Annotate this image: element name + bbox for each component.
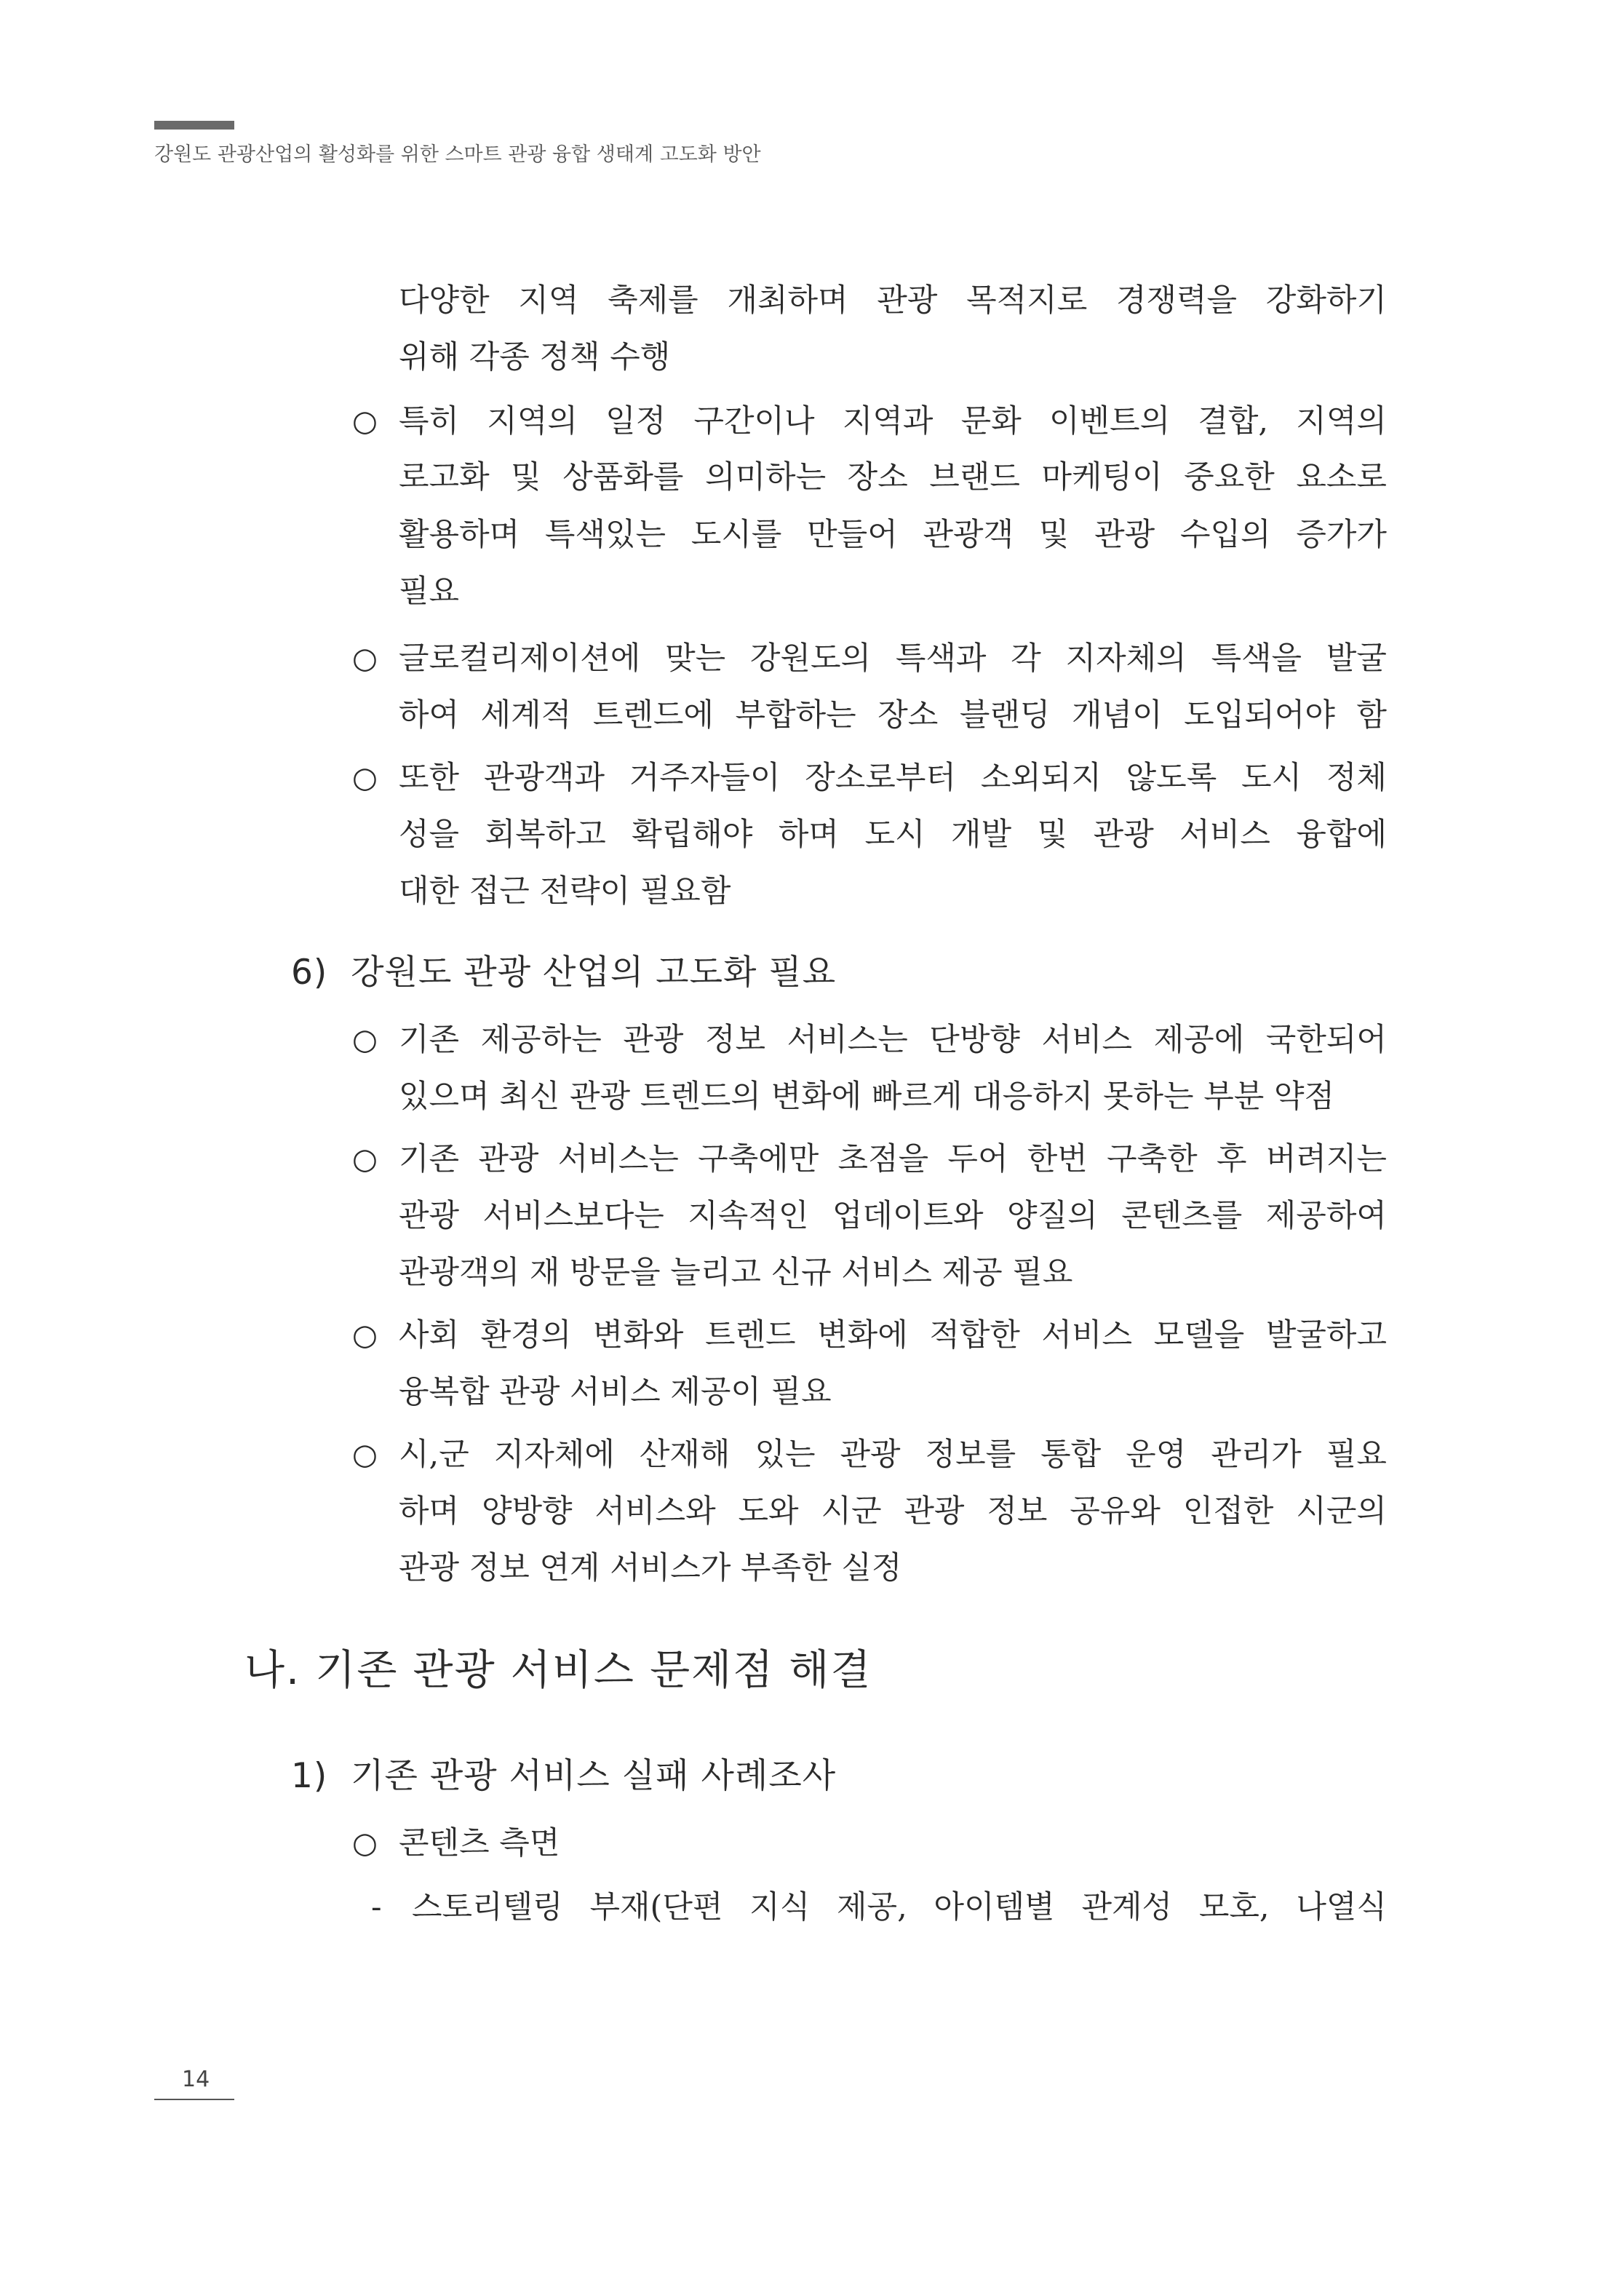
word: 제공하는 [480,1022,602,1058]
word: 관광 [840,1436,901,1473]
word: 장소 [847,459,908,496]
word: 정보 [704,1022,766,1058]
word: 수입의 [1179,517,1271,553]
word: 결합, [1198,403,1269,440]
word: 서비스보다는 [482,1198,664,1234]
word: 발굴 [1326,640,1387,677]
word: 산재해 [639,1436,731,1473]
word: 도시를 [690,517,782,553]
word: 구간이나 [693,403,815,440]
word: 지역과 [842,403,934,440]
word: 양질의 [1007,1198,1098,1234]
bullet-marker: ○ [352,1143,378,1176]
word: 적합한 [929,1317,1020,1354]
dash-marker: - [371,1889,382,1926]
word: 이벤트의 [1048,403,1171,440]
word: 기존 [399,1022,460,1058]
section-heading: 나. 기존 관광 서비스 문제점 해결 [244,1646,872,1694]
word: 활용하며 [399,517,520,553]
body-line [399,512,1387,557]
body-line: 융복합 관광 서비스 제공이 필요 [399,1374,832,1410]
word: 서비스는 [557,1141,679,1177]
word: 버려지는 [1265,1141,1387,1177]
word: 공유와 [1070,1493,1161,1530]
word: 성을 [399,816,460,853]
word: 시군의 [1296,1493,1387,1530]
word: 업데이트와 [832,1198,984,1234]
word: 목적지로 [966,282,1088,319]
word: 나열식 [1296,1889,1387,1926]
body-line: 콘텐츠 측면 [399,1825,560,1861]
word: 관광 [478,1141,539,1177]
word: 국한되어 [1265,1022,1387,1058]
word: 있는 [755,1436,816,1473]
word: 부재(단편 [589,1889,723,1926]
bullet-marker: ○ [352,405,378,438]
word: 일정 [605,403,666,440]
subsection-heading [291,1751,836,1802]
word: 문화 [960,403,1022,440]
body-line [399,1313,1387,1358]
body-line [399,636,1387,681]
word: 않도록 [1126,760,1217,796]
word: 중요한 [1184,459,1275,496]
word: 축제를 [608,282,698,319]
word: 트렌드 [704,1317,796,1354]
word: 콘텐츠를 [1121,1198,1243,1234]
bullet-marker: ○ [352,761,378,795]
word: 도시 [1241,760,1302,796]
word: 특색과 [895,640,987,677]
word: 관광 [1093,816,1154,853]
word: 마케팅이 [1041,459,1163,496]
word: 도시 [864,816,926,853]
word: 모호, [1198,1889,1270,1926]
word: 변화에 [817,1317,908,1354]
word: 하며 [778,816,839,853]
word: 브랜드 [929,459,1020,496]
word: 개발 [951,816,1012,853]
word: 관광객과 [483,760,605,796]
word: 초점을 [837,1141,929,1177]
word: 지자체의 [1065,640,1187,677]
word: 개최하며 [727,282,848,319]
word: 정보 [987,1493,1048,1530]
subsection-heading [291,947,836,998]
running-header-title: 강원도 관광산업의 활성화를 위한 스마트 관광 융합 생태계 고도화 방안 [154,143,761,166]
body-line [399,755,1387,800]
word: 확립해야 [632,816,753,853]
word: 발굴하고 [1265,1317,1387,1354]
word: 모델을 [1153,1317,1245,1354]
word: 각 [1011,640,1041,677]
word: 정체 [1326,760,1387,796]
word: 관광 [877,282,938,319]
word: 관광 [1094,517,1155,553]
word: 관광 [399,1198,460,1234]
word: 글로컬리제이션에 [399,640,641,677]
word: 지자체에 [493,1436,615,1473]
word: 및 [511,459,541,496]
word: 두어 [947,1141,1008,1177]
bullet-marker: ○ [352,1827,378,1860]
word: 관광 [904,1493,965,1530]
subsection-number: 6) [291,953,328,993]
bullet-marker: ○ [352,1023,378,1057]
body-line [399,812,1387,857]
body-line [399,1017,1387,1062]
word: 상품화를 [562,459,684,496]
word: 세계적 [480,697,572,734]
subsection-title: 기존 관광 서비스 실패 사례조사 [351,1756,837,1796]
word: 사회 [399,1317,460,1354]
word: 단방향 [929,1022,1020,1058]
word: 함 [1356,697,1387,734]
word: 개념이 [1072,697,1163,734]
word: 지식 [749,1889,811,1926]
word: 하여 [399,697,460,734]
body-line: 대한 접근 전략이 필요함 [399,873,731,910]
word: 구축한 [1107,1141,1198,1177]
word: 서비스 [1179,816,1270,853]
word: 및 [1038,517,1070,553]
word: 맞는 [665,640,726,677]
word: 소외되지 [980,760,1102,796]
word: 및 [1037,816,1068,853]
word: 제공에 [1153,1022,1245,1058]
word: 다양한 [399,282,490,319]
bullet-marker: ○ [352,1319,378,1352]
word: 강원도의 [749,640,872,677]
word: 필요 [1326,1436,1387,1473]
page-number: 14 [182,2067,210,2092]
word: 요소로 [1296,459,1387,496]
word: 트렌드에 [592,697,714,734]
word: 만들어 [807,517,898,553]
body-line: 관광객의 재 방문을 늘리고 신규 서비스 제공 필요 [399,1255,1073,1291]
word: 기존 [399,1141,460,1177]
word: 도와 [738,1493,799,1530]
word: 경쟁력을 [1115,282,1238,319]
word: 지속적인 [688,1198,809,1234]
word: 한번 [1027,1141,1088,1177]
word: 관계성 [1081,1889,1173,1926]
word: 블랜딩 [959,697,1051,734]
word: 서비스 [1041,1022,1133,1058]
word: 또한 [399,760,460,796]
subsection-title: 강원도 관광 산업의 고도화 필요 [351,953,837,993]
word: 통합 [1040,1436,1102,1473]
word: 인접한 [1182,1493,1274,1530]
body-line: 있으며 최신 관광 트렌드의 변화에 빠르게 대응하지 못하는 부분 약점 [399,1078,1335,1115]
word: 스토리텔링 [412,1889,563,1926]
word: 서비스는 [787,1022,908,1058]
body-line: 관광 정보 연계 서비스가 부족한 실정 [399,1550,902,1586]
word: 서비스와 [594,1493,716,1530]
word: 환경의 [480,1317,572,1354]
word: 구축에만 [698,1141,819,1177]
body-line [399,693,1387,738]
body-line [399,278,1387,323]
word: 관광객 [923,517,1014,553]
body-line: 위해 각종 정책 수행 [399,339,671,375]
word: 장소 [877,697,939,734]
word: 지역의 [487,403,578,440]
body-line [412,1885,1387,1930]
word: 의미하는 [704,459,827,496]
word: 특색있는 [544,517,666,553]
word: 거주자들이 [629,760,781,796]
word: 시,군 [399,1436,469,1473]
word: 아이템별 [934,1889,1055,1926]
word: 로고화 [399,459,490,496]
subsection-number: 1) [291,1756,328,1796]
word: 증가가 [1296,517,1387,553]
word: 융합에 [1296,816,1387,853]
word: 시군 [821,1493,882,1530]
word: 장소로부터 [805,760,956,796]
header-accent-bar [154,121,234,130]
body-line [399,455,1387,500]
body-line [399,1137,1387,1182]
word: 제공, [837,1889,907,1926]
word: 제공하여 [1265,1198,1387,1234]
word: 강화하기 [1265,282,1387,319]
word: 변화와 [592,1317,684,1354]
body-line [399,1193,1387,1239]
word: 회복하고 [485,816,606,853]
word: 양방향 [481,1493,573,1530]
word: 하며 [399,1493,460,1530]
word: 관리가 [1211,1436,1302,1473]
word: 후 [1217,1141,1247,1177]
word: 지역 [518,282,579,319]
body-line: 필요 [399,573,460,610]
word: 특색을 [1211,640,1302,677]
word: 운영 [1126,1436,1187,1473]
word: 서비스 [1041,1317,1133,1354]
bullet-marker: ○ [352,1438,378,1471]
word: 관광 [623,1022,684,1058]
body-line [399,399,1387,444]
bullet-marker: ○ [352,642,378,675]
word: 특히 [399,403,460,440]
word: 도입되어야 [1184,697,1335,734]
body-line [399,1432,1387,1477]
footer-rule [154,2099,234,2100]
body-line [399,1489,1387,1534]
word: 부합하는 [735,697,856,734]
word: 정보를 [925,1436,1016,1473]
word: 지역의 [1296,403,1387,440]
